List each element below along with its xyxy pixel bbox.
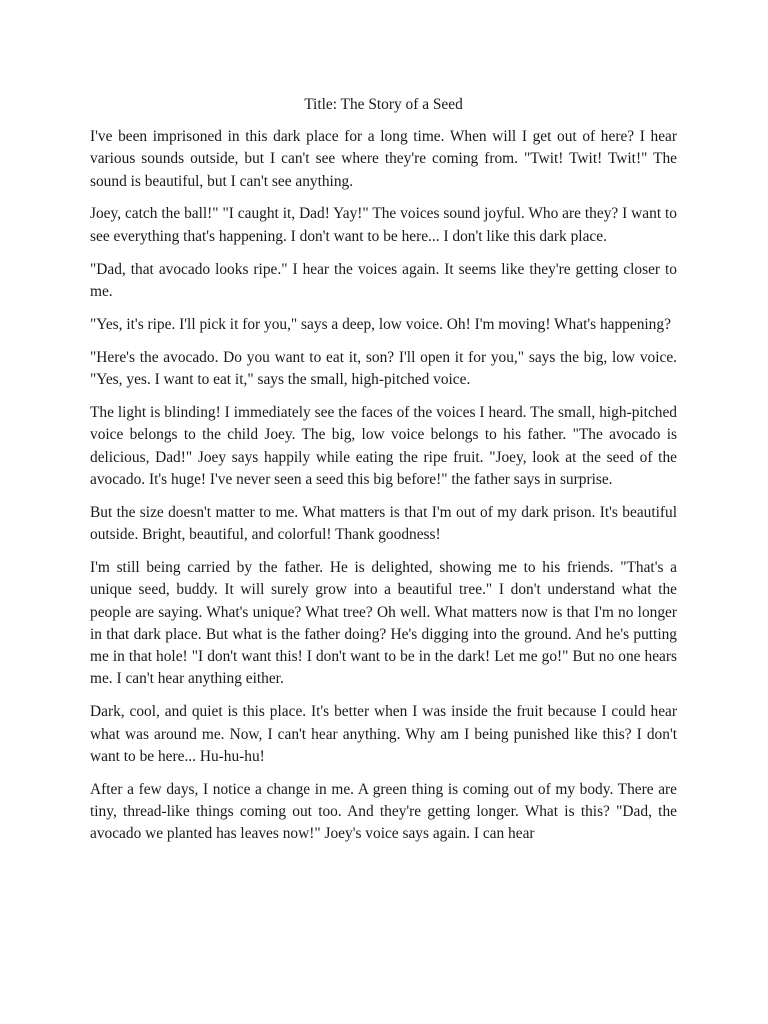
paragraph-8: I'm still being carried by the father. He is delighted, showing me to his friends. "That's a unique seed, buddy. It will surely grow into a beautiful tree." I don't understand what the people are saying. What's unique? What tree? Oh well. What matters now is that I'm no longer in that dark place. But what is the father doing? He's digging into the ground. And he's putting me in that hole! "I don't want this! I don't want to be in the dark! Let me go!" But no one hears me. I can't hear anything either.	[90, 558, 677, 688]
paragraph-9: Dark, cool, and quiet is this place. It's better when I was inside the fruit because I could hear what was around me. Now, I can't hear anything. Why am I being punished like this? I don't want to be here... Hu-hu-hu!	[90, 703, 677, 765]
document-title: Title: The Story of a Seed	[304, 96, 463, 113]
paragraph-10: After a few days, I notice a change in me. A green thing is coming out of my body. There are tiny, thread-like things coming out too. And they're getting longer. What is this? "Dad, the avocado we planted has leaves now!" Joey's voice says again. I can hear	[90, 780, 677, 843]
document-page	[90, 94, 677, 856]
paragraph-6: The light is blinding! I immediately see the faces of the voices I heard. The small, high-pitched voice belongs to the child Joey. The big, low voice belongs to his father. "The avocado is delicious, Dad!" Joey says happily while eating the ripe fruit. "Joey, look at the seed of the avocado. It's huge! I've never seen a seed this big before!" the father says in surprise.	[90, 403, 677, 488]
paragraph-5: "Here's the avocado. Do you want to eat it, son? I'll open it for you," says the big, low voice. "Yes, yes. I want to eat it," says the small, high-pitched voice.	[90, 348, 677, 389]
paragraph-4: "Yes, it's ripe. I'll pick it for you," says a deep, low voice. Oh! I'm moving! What's happening?	[90, 315, 671, 333]
paragraph-7: But the size doesn't matter to me. What matters is that I'm out of my dark prison. It's beautiful outside. Bright, beautiful, and colorful! Thank goodness!	[90, 503, 677, 544]
paragraph-2: Joey, catch the ball!" "I caught it, Dad! Yay!" The voices sound joyful. Who are they? I want to see everything that's happening. I don't want to be here... I don't like this dark place.	[90, 205, 677, 245]
paragraph-3: "Dad, that avocado looks ripe." I hear the voices again. It seems like they're getting closer to me.	[90, 260, 677, 300]
paragraph-1: I've been imprisoned in this dark place for a long time. When will I get out of here? I hear various sounds outside, but I can't see where they're coming from. "Twit! Twit! Twit!" The sound is beautiful, but I can't see anything.	[90, 128, 677, 190]
